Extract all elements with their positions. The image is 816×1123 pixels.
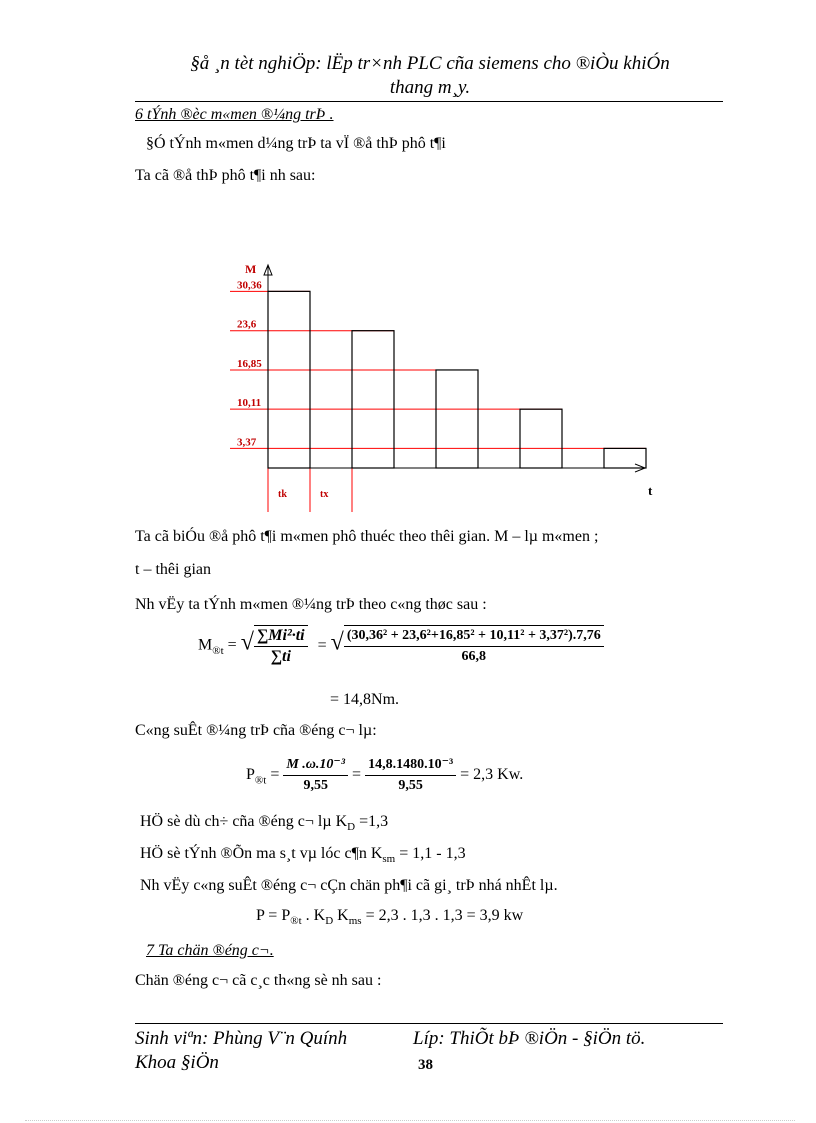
section-6-heading: 6 tÝnh ®èc m«men ®¼ng trÞ . (135, 106, 334, 123)
bar-4 (520, 409, 562, 468)
ksm-value: = 1,1 - 1,3 (395, 845, 466, 862)
f1-lhs: M (198, 636, 213, 654)
formula-p-equivalent (246, 755, 523, 796)
footer-student: Sinh viªn: Phùng V¨n Quính (135, 1028, 348, 1049)
f3-sub-2: D (325, 915, 334, 928)
page-number: 38 (418, 1057, 433, 1073)
formula-p (256, 907, 523, 927)
load-chart (225, 255, 665, 515)
f3-a: P = P (256, 907, 291, 924)
f2-numerator-2: 14,8.1480.10⁻³ (365, 755, 456, 776)
f2-eq: = (270, 766, 280, 784)
sqrt-icon: √ (240, 629, 254, 656)
f2-denominator: 9,55 (303, 778, 328, 793)
bar-2 (352, 331, 394, 468)
body-para-7: Nh vËy c«ng suÊt ®éng c¬ cÇn chän ph¶i cã gi¸ trÞ nhá nhÊt lµ. (140, 877, 558, 894)
f2-numerator: M .ω.10⁻³ (283, 755, 348, 776)
f2-sub: ®t (254, 774, 267, 787)
f1-denominator-2: 66,8 (461, 649, 487, 664)
f2-lhs: P (246, 766, 255, 784)
y-tick-label: 30,36 (237, 279, 262, 292)
kd-line (140, 813, 388, 833)
y-tick-label: 23,6 (237, 318, 257, 331)
ksm-sub: sm (382, 853, 396, 866)
f2-eq2: = (352, 766, 362, 784)
f2-result: = 2,3 Kw. (460, 766, 524, 784)
x-tick-label: tk (278, 489, 287, 500)
kd-sub: D (347, 821, 356, 834)
bar-3 (436, 370, 478, 468)
f1-fraction (254, 625, 308, 667)
chart-grid (230, 291, 646, 512)
section-7-para: Chän ®éng c¬ cã c¸c th«ng sè nh sau : (135, 972, 382, 989)
chart-labels (237, 262, 653, 500)
body-para-3: Ta cã biÓu ®å phô t¶i m«men phô thuéc theo thêi gian. M – lµ m«men ; (135, 528, 599, 545)
ksm-text: HÖ sè tÝnh ®Õn ma s¸t vµ lóc c¶n K (140, 845, 383, 862)
formula-m-equivalent (198, 625, 604, 667)
kd-text: HÖ sè dù ch÷ cña ®éng c¬ lµ K (140, 813, 348, 830)
header-rule (135, 101, 723, 102)
section-6-para-2: Ta cã ®å thÞ phô t¶i nh sau: (135, 167, 316, 184)
page-edge (25, 1120, 795, 1121)
y-axis-label: M (245, 262, 257, 276)
f3-d: = 2,3 . 1,3 . 1,3 = 3,9 kw (361, 907, 524, 924)
bar-1 (268, 291, 310, 468)
f3-c: K (333, 907, 349, 924)
y-tick-label: 3,37 (237, 436, 257, 449)
f2-fraction-2 (365, 755, 456, 796)
ksm-line (140, 845, 466, 865)
f2-denominator-2: 9,55 (398, 778, 423, 793)
y-tick-label: 10,11 (237, 397, 262, 410)
section-6-para-1: §Ó tÝnh m«men d¼ng trÞ ta vÏ ®å thÞ phô t¶i (146, 135, 446, 152)
body-para-5: Nh vËy ta tÝnh m«men ®¼ng trÞ theo c«ng thøc sau : (135, 596, 487, 613)
f3-b: . K (301, 907, 326, 924)
body-para-4: t – thêi gian (135, 561, 211, 578)
footer-faculty: Khoa §iÖn (135, 1052, 219, 1073)
f2-fraction (283, 755, 348, 796)
chart-axes (264, 265, 645, 472)
f1-eq2: = (317, 636, 327, 654)
header-line-2: thang m¸y. (389, 77, 471, 98)
x-tick-label: tx (320, 489, 329, 500)
f1-denominator: ∑ti (270, 648, 291, 665)
f3-sub-3: ms (348, 915, 362, 928)
f1-fraction-2 (344, 625, 604, 667)
kd-value: =1,3 (355, 813, 389, 830)
x-axis-label: t (648, 483, 653, 498)
body-para-6: C«ng suÊt ®¼ng trÞ cña ®éng c¬ lµ: (135, 722, 377, 739)
f1-result: = 14,8Nm. (330, 691, 400, 708)
f1-eq: = (227, 636, 237, 654)
f3-sub-1: ®t (290, 915, 302, 928)
bar-5 (604, 448, 646, 468)
f1-numerator-2: (30,36² + 23,6²+16,85² + 10,11² + 3,37²).7,76 (344, 626, 604, 647)
f1-sub: ®t (212, 644, 224, 657)
section-7-heading: 7 Ta chän ®éng c¬. (146, 942, 274, 959)
header-line-1: §å ¸n tèt nghiÖp: lËp tr×nh PLC cña siemens cho ®iÒu khiÓn (190, 53, 670, 74)
chart-bars (268, 291, 646, 468)
f1-numerator: ∑Mi²·ti (254, 626, 308, 647)
footer-rule (135, 1023, 723, 1024)
y-tick-label: 16,85 (237, 357, 262, 370)
sqrt-icon-2: √ (330, 629, 344, 656)
footer-class: Líp: ThiÕt bÞ ®iÖn - §iÖn tö. (413, 1028, 646, 1049)
